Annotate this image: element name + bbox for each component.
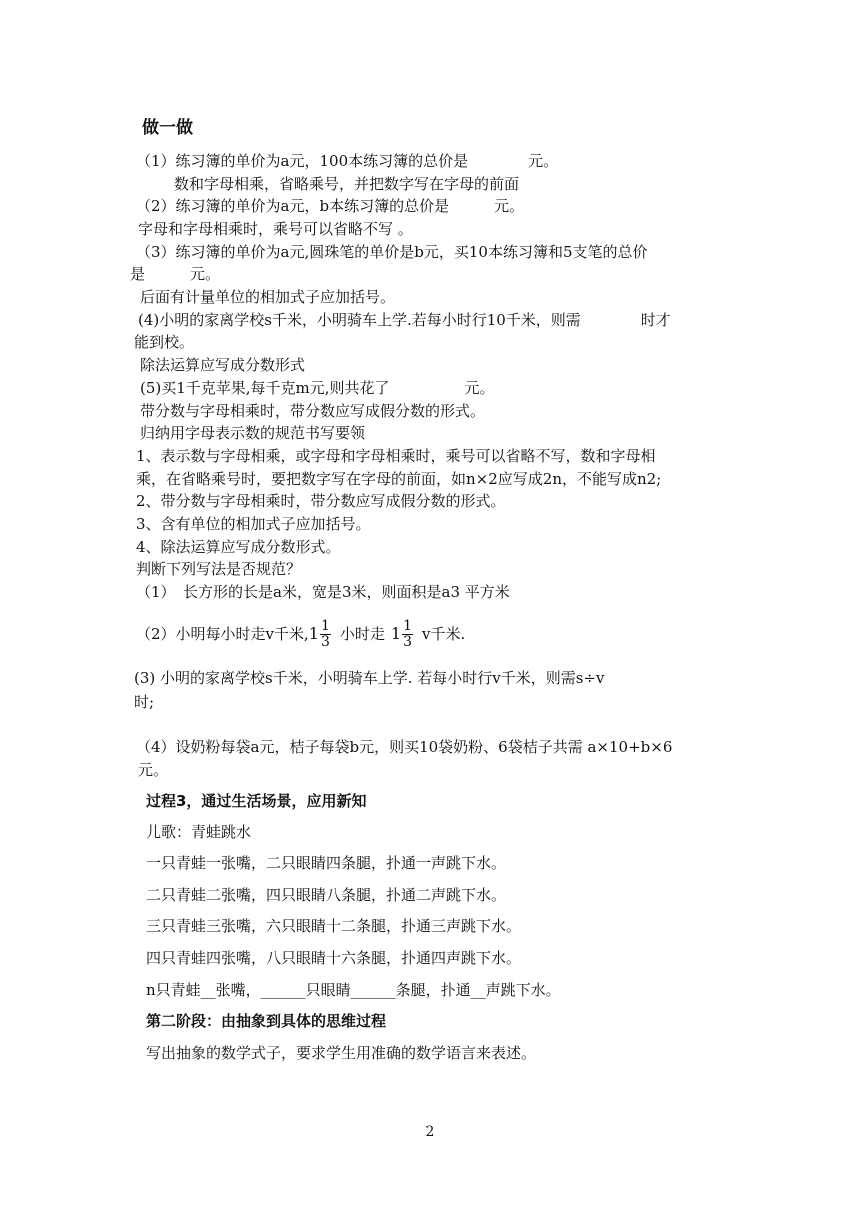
- mixed-fraction-2: [391, 619, 414, 650]
- question-3-line-1: （3）练习簿的单价为a元,圆珠笔的单价是b元，买10本练习簿和5支笔的总价: [136, 243, 648, 261]
- mixed-fraction-whole: 1: [390, 624, 402, 643]
- judge-item-3-line-1: (3) 小明的家离学校s千米，小明骑车上学. 若每小时行v千米，则需s÷v: [134, 669, 605, 687]
- mixed-fraction-whole: 1: [308, 624, 319, 643]
- fraction-numerator: 1: [320, 617, 330, 634]
- question-4-line-1: (4)小明的家离学校s千米，小明骑车上学.若每小时行10千米，则需 时才: [138, 311, 671, 329]
- rule-3: 后面有计量单位的相加式子应加括号。: [140, 288, 396, 306]
- rule-4: 除法运算应写成分数形式: [140, 356, 306, 374]
- judge-item-2-text-c: v千米.: [422, 625, 466, 643]
- question-4-line-2: 能到校。: [134, 333, 195, 351]
- process-3-heading: 过程3，通过生活场景，应用新知: [146, 792, 367, 810]
- summary-item-1-line-1: 1、表示数与字母相乘，或字母和字母相乘时，乘号可以省略不写，数和字母相: [136, 447, 656, 465]
- song-line-3: 三只青蛙三张嘴，六只眼睛十二条腿，扑通三声跳下水。: [146, 917, 522, 935]
- fraction-denominator: 3: [320, 633, 330, 650]
- song-line-4: 四只青蛙四张嘴，八只眼睛十六条腿，扑通四声跳下水。: [146, 949, 522, 967]
- song-title: 儿歌：青蛙跳水: [146, 823, 252, 841]
- judge-title: 判断下列写法是否规范？: [136, 560, 302, 578]
- heading-do-it: 做一做: [142, 118, 193, 138]
- page-number: 2: [425, 1124, 435, 1140]
- fraction: [402, 619, 413, 650]
- stage-2-heading: 第二阶段：由抽象到具体的思维过程: [146, 1012, 387, 1030]
- summary-item-4: 4、除法运算应写成分数形式。: [136, 538, 341, 556]
- rule-2: 字母和字母相乘时，乘号可以省略不写 。: [138, 220, 413, 238]
- fraction: [320, 619, 331, 650]
- judge-item-2-text-b: 小时走: [339, 625, 385, 643]
- summary-title: 归纳用字母表示数的规范书写要领: [140, 424, 366, 442]
- fraction-denominator: 3: [403, 633, 413, 650]
- question-1: （1）练习簿的单价为a元，100本练习簿的总价是 元。: [136, 152, 559, 170]
- song-line-5: n只青蛙__张嘴，______只眼睛______条腿，扑通__声跳下水。: [146, 981, 561, 999]
- rule-5: 带分数与字母相乘时，带分数应写成假分数的形式。: [140, 402, 486, 420]
- song-line-2: 二只青蛙二张嘴，四只眼睛八条腿，扑通二声跳下水。: [146, 886, 507, 904]
- judge-item-3-line-2: 时;: [134, 693, 155, 711]
- judge-item-2-text-a: （2）小明每小时走v千米,: [136, 625, 309, 643]
- stage-2-text: 写出抽象的数学式子，要求学生用准确的数学语言来表述。: [146, 1044, 537, 1062]
- judge-item-4-line-1: （4）设奶粉每袋a元，桔子每袋b元，则买10袋奶粉、6袋桔子共需 a×10+b×6: [136, 738, 673, 756]
- fraction-numerator: 1: [403, 617, 413, 634]
- question-3-line-2: 是 元。: [130, 265, 221, 283]
- summary-item-2: 2、带分数与字母相乘时，带分数应写成假分数的形式。: [136, 492, 506, 510]
- question-5: (5)买1千克苹果,每千克m元,则共花了 元。: [140, 379, 495, 397]
- mixed-fraction-1: [309, 619, 332, 650]
- judge-item-4-line-2: 元。: [138, 761, 169, 779]
- song-line-1: 一只青蛙一张嘴，二只眼睛四条腿，扑通一声跳下水。: [146, 854, 507, 872]
- summary-item-3: 3、含有单位的相加式子应加括号。: [136, 515, 371, 533]
- rule-1: 数和字母相乘，省略乘号，并把数字写在字母的前面: [174, 175, 520, 193]
- judge-item-1: （1） 长方形的长是a米，宽是3米，则面积是a3 平方米: [136, 583, 510, 601]
- judge-item-2: [136, 614, 465, 654]
- question-2: （2）练习簿的单价为a元，b本练习簿的总价是 元。: [136, 197, 525, 215]
- summary-item-1-line-2: 乘，在省略乘号时，要把数字写在字母的前面，如n×2应写成2n，不能写成n2;: [136, 470, 662, 488]
